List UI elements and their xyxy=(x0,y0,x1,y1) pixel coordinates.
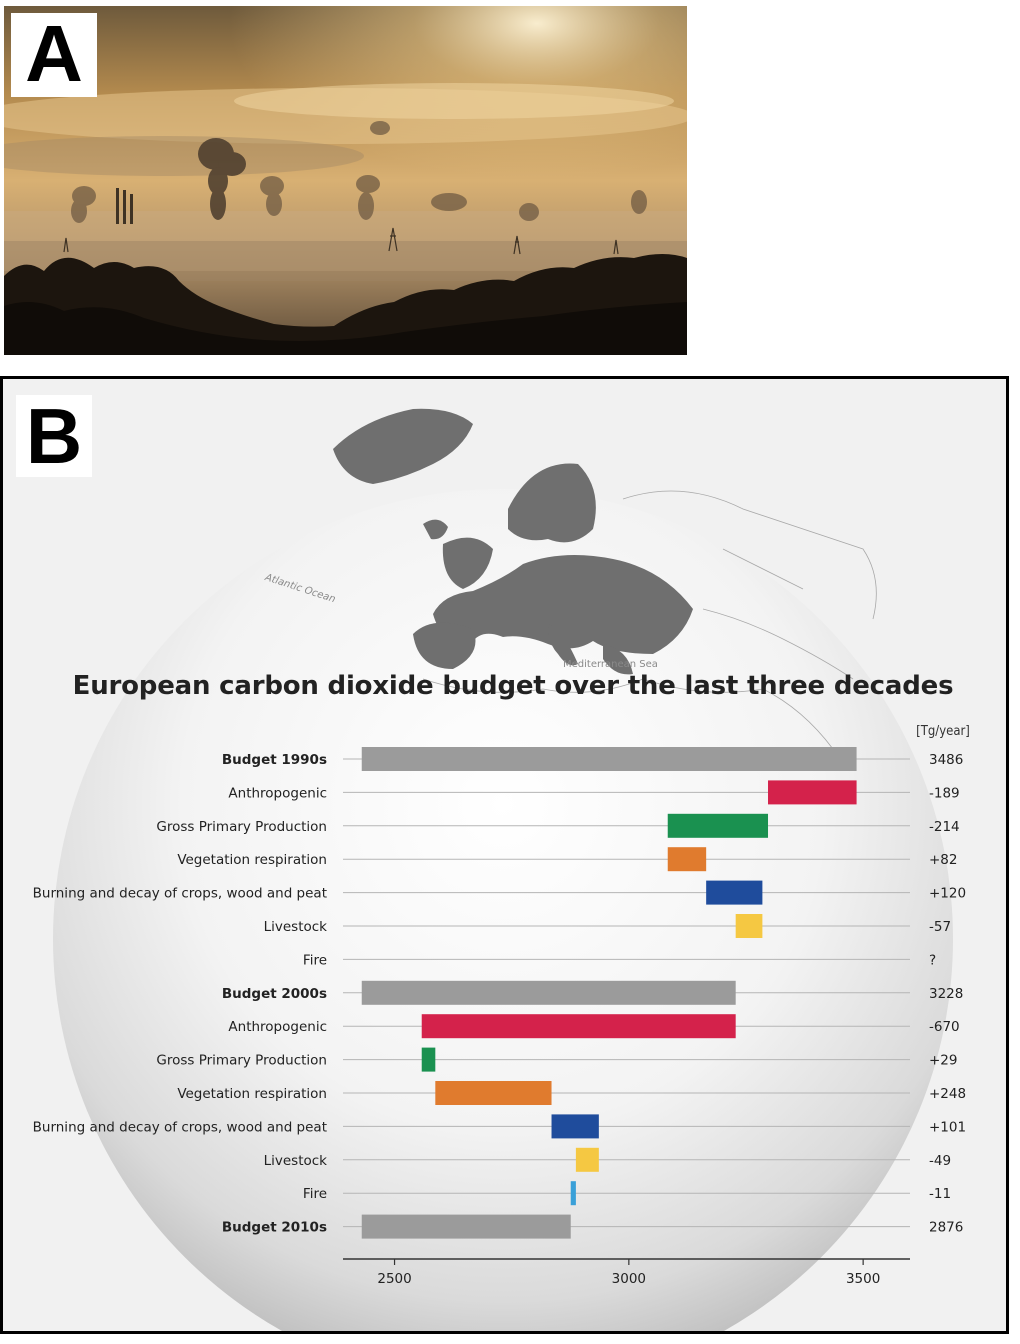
value-label: 3486 xyxy=(929,752,964,768)
bar xyxy=(362,1215,571,1239)
photo-industrial-haze xyxy=(4,6,687,355)
row-label: Budget 1990s xyxy=(221,752,327,768)
value-label: +120 xyxy=(929,885,967,902)
value-label: +248 xyxy=(929,1086,967,1102)
value-label: -214 xyxy=(929,818,960,835)
row-label: Anthropogenic xyxy=(228,785,327,802)
row-label: Livestock xyxy=(263,919,327,935)
bar xyxy=(706,881,762,905)
atlantic-ocean-label: Atlantic Ocean xyxy=(263,572,337,606)
bar xyxy=(362,747,857,771)
x-tick-label: 3500 xyxy=(845,1271,881,1287)
bar xyxy=(668,814,768,838)
row-label: Anthropogenic xyxy=(228,1019,327,1036)
panel-label-b: B xyxy=(16,395,92,477)
greenland-shape xyxy=(333,409,473,484)
bar xyxy=(435,1081,551,1105)
value-label: ? xyxy=(929,952,937,969)
value-label: +101 xyxy=(929,1119,967,1136)
bar xyxy=(422,1048,436,1072)
bar xyxy=(576,1148,599,1172)
bar xyxy=(422,1014,736,1038)
value-label: -189 xyxy=(929,785,960,802)
x-tick-label: 3000 xyxy=(611,1271,647,1287)
row-label: Burning and decay of crops, wood and peat xyxy=(32,1119,327,1136)
bar xyxy=(768,780,857,804)
row-label: Gross Primary Production xyxy=(156,818,327,835)
scandinavia-shape xyxy=(508,464,596,543)
chart-title: European carbon dioxide budget over the last three decades xyxy=(72,671,954,701)
value-label: -11 xyxy=(929,1186,952,1203)
row-label: Livestock xyxy=(263,1152,327,1169)
row-label: Vegetation respiration xyxy=(177,852,327,869)
industrial-skyline-illustration xyxy=(4,6,687,355)
value-label: 3228 xyxy=(929,985,964,1002)
value-label: 2876 xyxy=(929,1219,964,1236)
value-label: +82 xyxy=(929,852,958,869)
x-tick-label: 2500 xyxy=(377,1271,412,1287)
unit-label: [Tg/year] xyxy=(916,724,970,739)
bar xyxy=(571,1181,576,1205)
bar xyxy=(668,847,706,871)
bar xyxy=(552,1114,599,1138)
mediterranean-sea-label: Mediterranean Sea xyxy=(563,659,658,670)
bar xyxy=(362,981,736,1005)
bar xyxy=(736,914,763,938)
panel-label-a: A xyxy=(11,13,97,97)
value-label: -57 xyxy=(929,919,952,935)
row-label: Vegetation respiration xyxy=(177,1086,327,1102)
value-label: +29 xyxy=(929,1052,958,1069)
carbon-budget-chart xyxy=(3,379,1006,1331)
row-label: Fire xyxy=(302,1186,327,1203)
row-label: Fire xyxy=(302,952,327,969)
row-label: Budget 2000s xyxy=(221,985,327,1002)
value-label: -670 xyxy=(929,1019,960,1036)
row-label: Budget 2010s xyxy=(221,1219,327,1236)
value-label: -49 xyxy=(929,1152,952,1169)
row-label: Gross Primary Production xyxy=(156,1052,327,1069)
panel-b-chart xyxy=(0,376,1009,1334)
row-label: Burning and decay of crops, wood and peat xyxy=(32,885,327,902)
